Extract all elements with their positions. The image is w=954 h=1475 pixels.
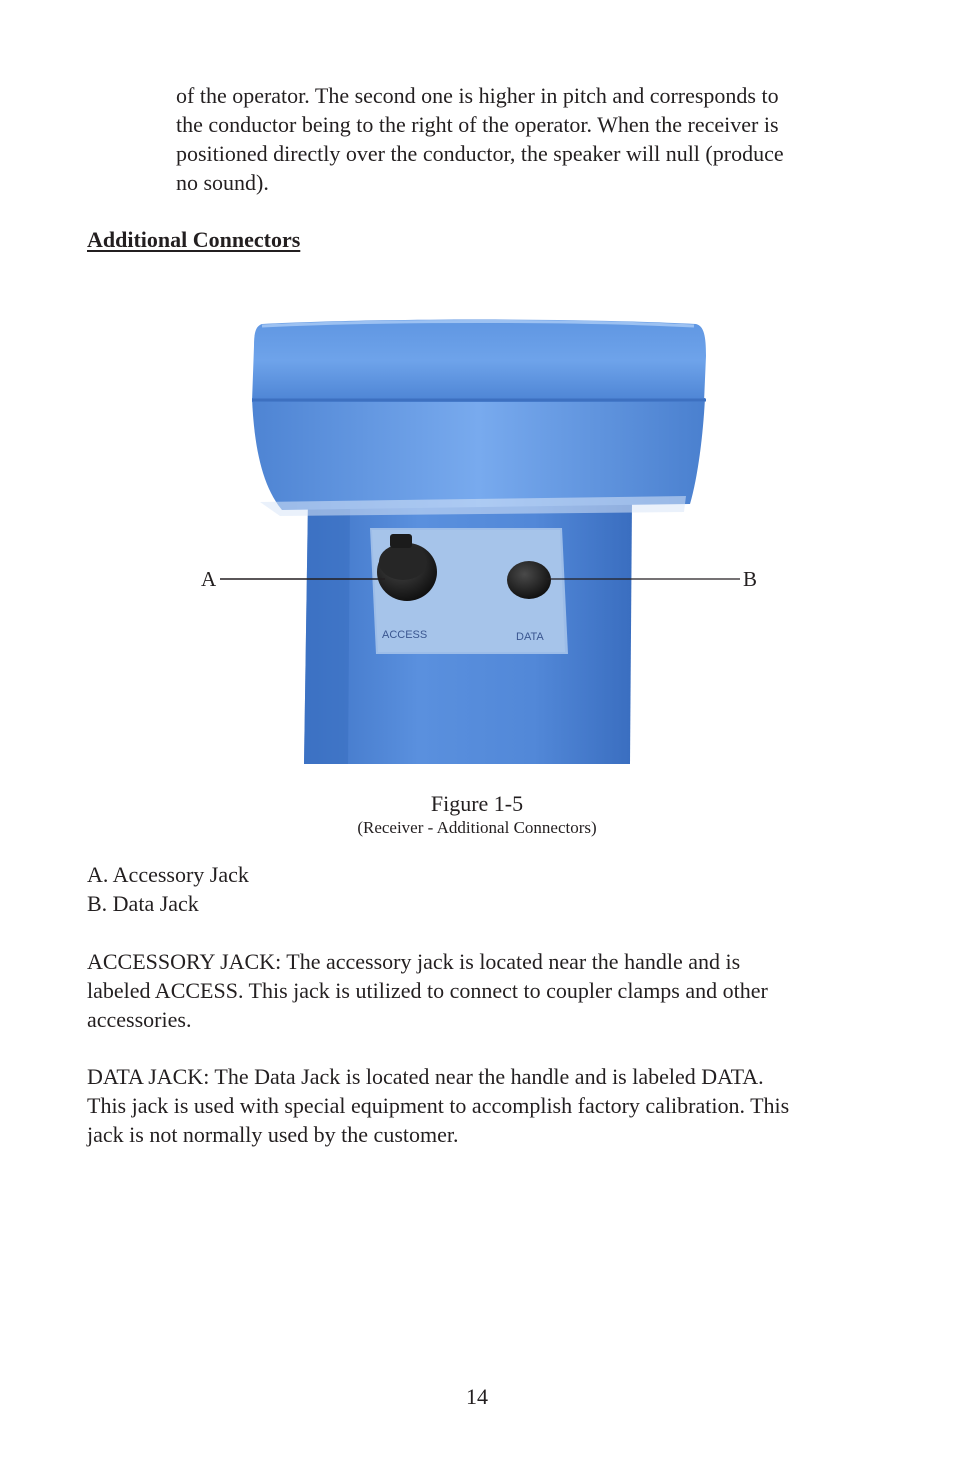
intro-line: of the operator. The second one is higher in pitch and corresponds to [176, 83, 779, 108]
data-line: This jack is used with special equipment to accomplish factory calibration. This [87, 1093, 790, 1118]
accessory-line: ACCESSORY JACK: The accessory jack is located near the handle and is [87, 949, 741, 974]
legend-item-b: B. Data Jack [87, 891, 199, 916]
page-number: 14 [466, 1384, 488, 1409]
data-jack-paragraph [87, 1062, 877, 1149]
accessory-line: labeled ACCESS. This jack is utilized to connect to coupler clamps and other [87, 978, 768, 1003]
receiver-connectors-photo [200, 316, 760, 768]
callout-b: B [743, 567, 758, 591]
callout-a: A [201, 567, 217, 591]
accessory-jack-paragraph [87, 947, 877, 1034]
legend-item-a: A. Accessory Jack [87, 862, 249, 887]
panel-label-data: DATA [516, 631, 544, 643]
panel-label-access: ACCESS [382, 629, 428, 641]
receiver-head-lower [252, 398, 705, 510]
legend-list [87, 860, 867, 918]
intro-line: the conductor being to the right of the operator. When the receiver is [176, 112, 779, 137]
figure-title: Figure 1-5 [430, 791, 524, 816]
data-line: jack is not normally used by the customer. [87, 1122, 459, 1147]
figure-caption: (Receiver - Additional Connectors) [357, 818, 597, 837]
intro-paragraph [176, 81, 866, 197]
receiver-head-top [252, 320, 706, 403]
intro-line: positioned directly over the conductor, the speaker will null (produce [176, 141, 784, 166]
section-heading: Additional Connectors [87, 227, 301, 252]
accessory-line: accessories. [87, 1007, 192, 1032]
intro-line: no sound). [176, 170, 269, 195]
data-jack [507, 561, 551, 599]
data-line: DATA JACK: The Data Jack is located near the handle and is labeled DATA. [87, 1064, 764, 1089]
